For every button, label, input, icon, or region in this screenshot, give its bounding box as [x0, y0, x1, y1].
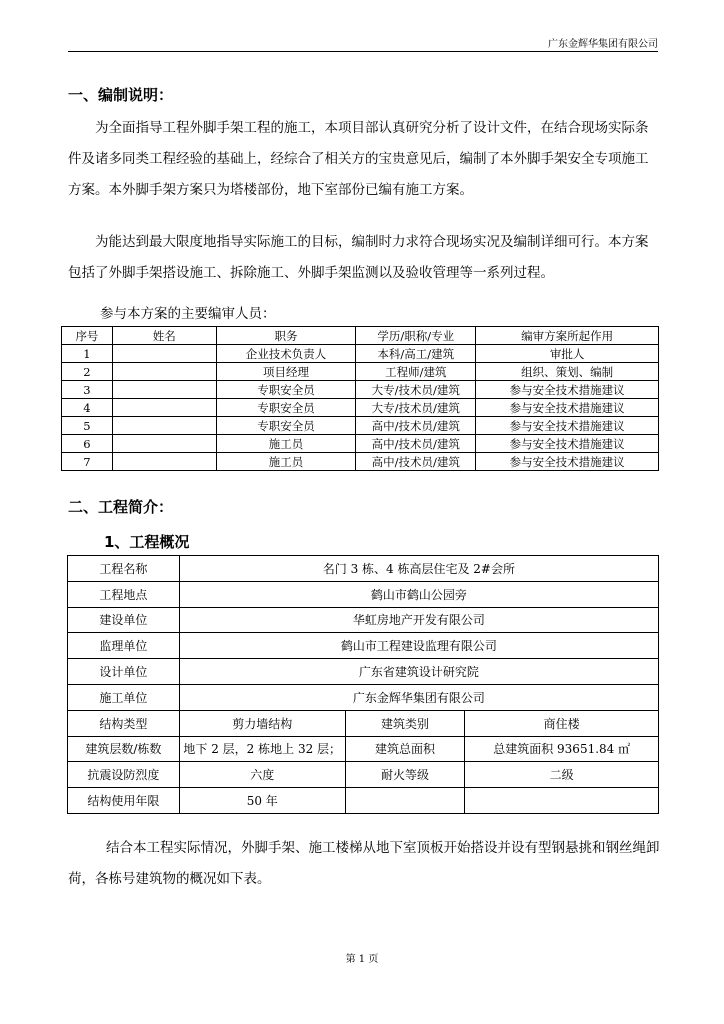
staff-cell: 本科/高工/建筑 [356, 345, 476, 363]
staff-header-row [62, 327, 659, 345]
staff-cell: 2 [62, 363, 113, 381]
section1-title: 一、编制说明： [68, 86, 174, 104]
staff-cell: 专职安全员 [216, 417, 356, 435]
staff-cell [112, 435, 216, 453]
project-value: 广东省建筑设计研究院 [179, 659, 658, 685]
staff-cell: 大专/技术员/建筑 [356, 381, 476, 399]
staff-cell: 6 [62, 435, 113, 453]
section2-subtitle: 1、工程概况 [104, 533, 190, 551]
staff-cell: 参与安全技术措施建议 [476, 381, 659, 399]
header-divider [68, 51, 658, 52]
project-row [68, 633, 659, 659]
staff-cell: 高中/技术员/建筑 [356, 453, 476, 471]
staff-cell [112, 381, 216, 399]
staff-cell: 7 [62, 453, 113, 471]
staff-header-cell: 职务 [216, 327, 356, 345]
project-label: 结构使用年限 [68, 788, 180, 814]
project-label: 建筑总面积 [345, 736, 465, 762]
closing-para-text: 结合本工程实际情况，外脚手架、施工楼梯从地下室顶板开始搭设并设有型钢悬挑和钢丝绳卸荷，各栋号建筑物的概况如下表。 [68, 840, 660, 887]
project-row [68, 736, 659, 762]
project-value: 广东金辉华集团有限公司 [179, 684, 658, 710]
closing-para [68, 833, 660, 895]
project-value: 六度 [179, 762, 345, 788]
project-label: 施工单位 [68, 684, 180, 710]
staff-header-cell: 学历/职称/专业 [356, 327, 476, 345]
staff-cell: 大专/技术员/建筑 [356, 399, 476, 417]
project-label: 设计单位 [68, 659, 180, 685]
staff-row [62, 435, 659, 453]
project-row [68, 710, 659, 736]
project-row [68, 556, 659, 582]
project-label: 工程地点 [68, 581, 180, 607]
project-label: 耐火等级 [345, 762, 465, 788]
staff-row [62, 345, 659, 363]
project-table [67, 555, 659, 814]
staff-cell: 专职安全员 [216, 381, 356, 399]
project-label: 结构类型 [68, 710, 180, 736]
section1-para1 [68, 113, 660, 206]
staff-row [62, 363, 659, 381]
staff-cell: 项目经理 [216, 363, 356, 381]
project-label: 建设单位 [68, 607, 180, 633]
staff-cell: 高中/技术员/建筑 [356, 417, 476, 435]
staff-cell: 专职安全员 [216, 399, 356, 417]
staff-cell: 3 [62, 381, 113, 399]
project-value: 地下 2 层，2 栋地上 32 层； [179, 736, 345, 762]
project-row [68, 581, 659, 607]
project-value: 商住楼 [465, 710, 659, 736]
staff-cell [112, 417, 216, 435]
staff-cell [112, 345, 216, 363]
project-label [345, 788, 465, 814]
project-value: 鹤山市鹤山公园旁 [179, 581, 658, 607]
project-label: 建筑层数/栋数 [68, 736, 180, 762]
staff-cell: 施工员 [216, 453, 356, 471]
staff-intro: 参与本方案的主要编审人员： [100, 306, 276, 322]
staff-row [62, 417, 659, 435]
staff-cell: 高中/技术员/建筑 [356, 435, 476, 453]
project-value: 50 年 [179, 788, 345, 814]
project-value [465, 788, 659, 814]
staff-header-cell: 编审方案所起作用 [476, 327, 659, 345]
project-value: 华虹房地产开发有限公司 [179, 607, 658, 633]
project-row [68, 659, 659, 685]
staff-cell: 参与安全技术措施建议 [476, 453, 659, 471]
header-company: 广东金辉华集团有限公司 [548, 39, 658, 50]
staff-cell: 施工员 [216, 435, 356, 453]
section1-para2 [68, 227, 660, 289]
staff-cell [112, 399, 216, 417]
project-value: 总建筑面积 93651.84 ㎡ [465, 736, 659, 762]
staff-cell [112, 453, 216, 471]
staff-row [62, 453, 659, 471]
project-row [68, 607, 659, 633]
project-row [68, 762, 659, 788]
staff-row [62, 381, 659, 399]
staff-cell: 参与安全技术措施建议 [476, 399, 659, 417]
staff-cell: 组织、策划、编制 [476, 363, 659, 381]
staff-row [62, 399, 659, 417]
staff-header-cell: 姓名 [112, 327, 216, 345]
staff-cell: 审批人 [476, 345, 659, 363]
staff-header-cell: 序号 [62, 327, 113, 345]
project-value: 鹤山市工程建设监理有限公司 [179, 633, 658, 659]
page-number: 第 1 页 [345, 954, 379, 965]
project-value: 二级 [465, 762, 659, 788]
staff-cell: 参与安全技术措施建议 [476, 435, 659, 453]
staff-cell: 1 [62, 345, 113, 363]
staff-cell: 4 [62, 399, 113, 417]
section2-title: 二、工程简介： [68, 498, 174, 516]
project-row [68, 788, 659, 814]
staff-cell: 工程师/建筑 [356, 363, 476, 381]
project-label: 工程名称 [68, 556, 180, 582]
project-label: 建筑类别 [345, 710, 465, 736]
project-value: 剪力墙结构 [179, 710, 345, 736]
section1-para1-text: 为全面指导工程外脚手架工程的施工，本项目部认真研究分析了设计文件，在结合现场实际条件及诸多同类工程经验的基础上，经综合了相关方的宝贵意见后，编制了本外脚手架安全专项施工方案。本外脚手架方案只为塔楼部份，地下室部份已编有施工方案。 [68, 120, 649, 198]
project-label: 监理单位 [68, 633, 180, 659]
staff-cell: 参与安全技术措施建议 [476, 417, 659, 435]
project-value: 名门 3 栋、4 栋高层住宅及 2#会所 [179, 556, 658, 582]
project-label: 抗震设防烈度 [68, 762, 180, 788]
staff-cell: 5 [62, 417, 113, 435]
staff-cell [112, 363, 216, 381]
staff-cell: 企业技术负责人 [216, 345, 356, 363]
staff-table [61, 326, 659, 471]
project-row [68, 684, 659, 710]
section1-para2-text: 为能达到最大限度地指导实际施工的目标，编制时力求符合现场实况及编制详细可行。本方案包括了外脚手架搭设施工、拆除施工、外脚手架监测以及验收管理等一系列过程。 [68, 234, 649, 281]
